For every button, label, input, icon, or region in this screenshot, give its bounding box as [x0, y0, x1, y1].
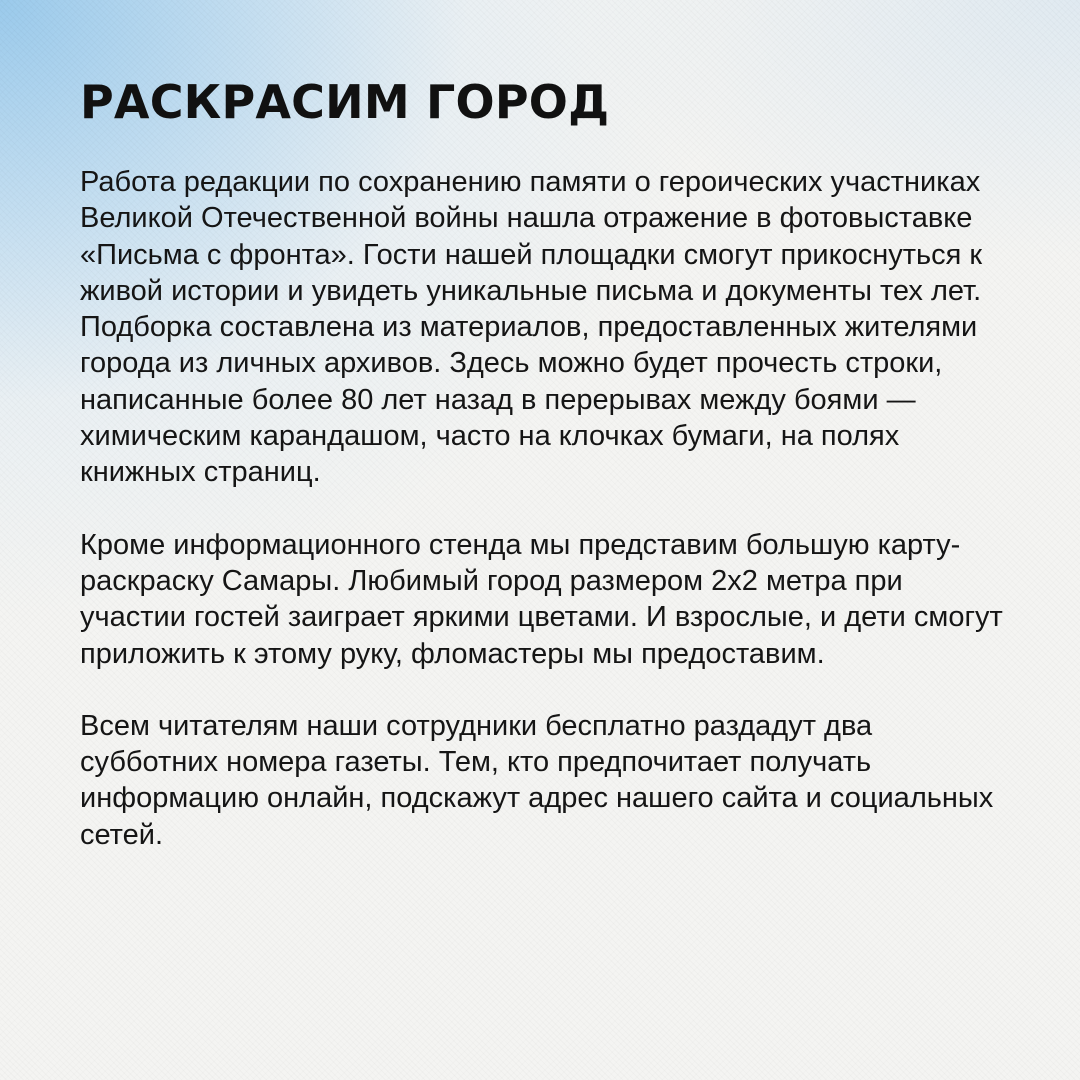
paragraph-newspaper: Всем читателям наши сотрудники бесплатно раздадут два субботних номера газеты. Тем, кто предпочитает получать информацию онлайн, подскажут адрес нашего сайта и социальных сетей.: [80, 709, 994, 851]
article-body: [80, 164, 1010, 853]
paragraph-coloring-map: Кроме информационного стенда мы представим большую карту-раскраску Самары. Любимый город размером 2х2 метра при участии гостей заиграет яркими цветами. И взрослые, и дети смогут приложить к этому руку, фломастеры мы предоставим.: [80, 528, 1003, 670]
paragraph-exhibition: Работа редакции по сохранению памяти о героических участниках Великой Отечественной войны нашла отражение в фотовыставке «Письма с фронта». Гости нашей площадки смогут прикоснуться к живой истории и увидеть уникальные письма и документы тех лет. Подборка составлена из материалов, предоставленных жителями города из личных архивов. Здесь можно будет прочесть строки, написанные более 80 лет назад в перерывах между боями — химическим карандашом, часто на клочках бумаги, на полях книжных страниц.: [80, 166, 983, 489]
page-title: РАСКРАСИМ ГОРОД: [80, 75, 610, 129]
article: [80, 74, 1010, 853]
